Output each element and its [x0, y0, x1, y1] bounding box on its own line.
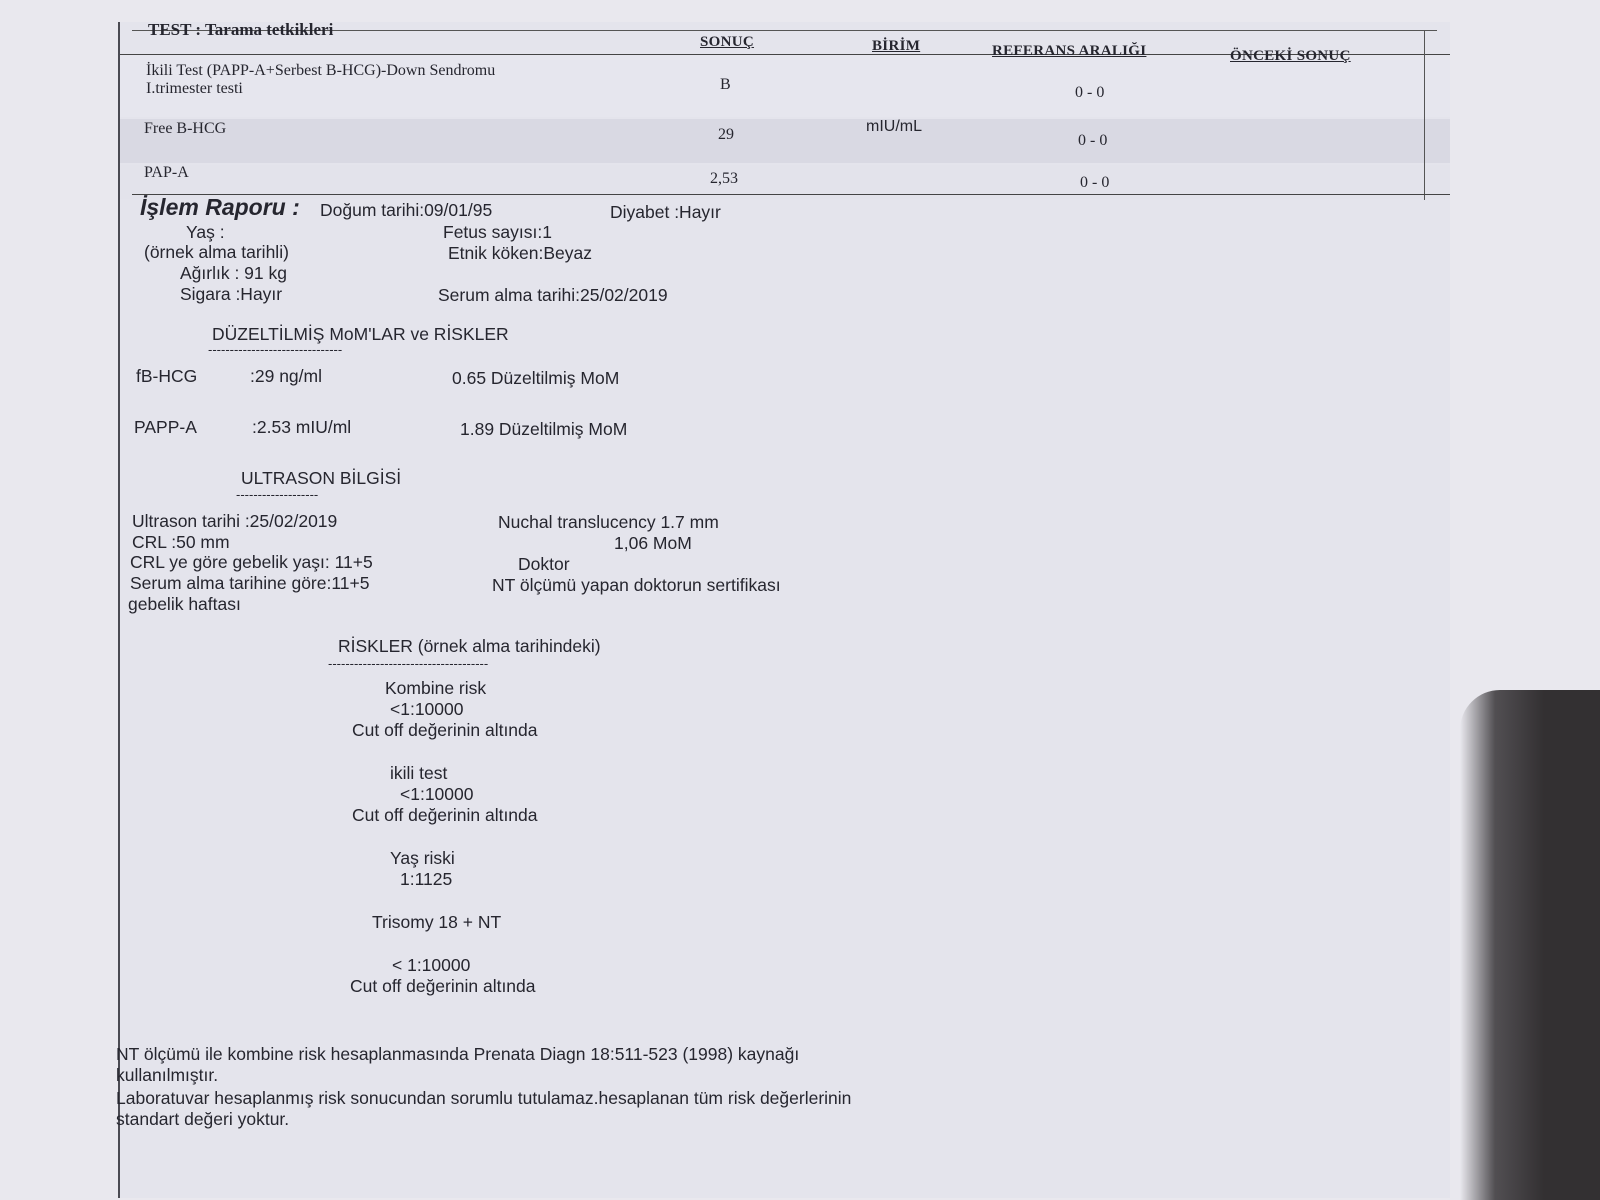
dual-test-value: <1:10000: [400, 784, 474, 804]
age-label: Yaş :: [186, 222, 225, 242]
doctor-certificate: NT ölçümü yapan doktorun sertifikası: [492, 575, 781, 595]
lab-report-page: [118, 22, 1450, 1198]
serum-gestational-age: Serum alma tarihine göre:11+5: [130, 573, 370, 593]
column-header-unit: BİRİM: [872, 38, 921, 54]
age-risk-value: 1:1125: [400, 869, 453, 889]
age-risk-label: Yaş riski: [390, 848, 455, 868]
test-result-fbhcg: 29: [718, 126, 734, 143]
combined-risk-label: Kombine risk: [385, 678, 487, 698]
nuchal-translucency: Nuchal translucency 1.7 mm: [498, 512, 719, 532]
dual-test-note: Cut off değerinin altında: [352, 805, 538, 825]
test-ref-dual: 0 - 0: [1075, 84, 1105, 101]
nt-mom: 1,06 MoM: [614, 533, 692, 553]
column-header-result: SONUÇ: [700, 34, 755, 50]
risks-heading: RİSKLER (örnek alma tarihindeki): [338, 636, 601, 656]
gestational-week-label: gebelik haftası: [128, 594, 241, 614]
doctor-label: Doktor: [518, 554, 570, 574]
dual-test-label: ikili test: [390, 763, 448, 783]
fetus-count: Fetus sayısı:1: [443, 222, 552, 242]
fbhcg-mom: 0.65 Düzeltilmiş MoM: [452, 368, 620, 388]
crl: CRL :50 mm: [132, 532, 230, 552]
test-result-dual: B: [720, 76, 731, 93]
fbhcg-label: fB-HCG: [136, 366, 198, 386]
row-band-2: [120, 119, 1450, 163]
test-ref-papa: 0 - 0: [1080, 174, 1110, 191]
weight: Ağırlık : 91 kg: [180, 263, 287, 283]
test-ref-fbhcg: 0 - 0: [1078, 132, 1108, 149]
combined-risk-value: <1:10000: [390, 699, 464, 719]
shadow-overlay: [1460, 690, 1600, 1200]
ultrasound-date: Ultrason tarihi :25/02/2019: [132, 511, 338, 531]
crl-gestational-age: CRL ye göre gebelik yaşı: 11+5: [130, 552, 373, 572]
footer-line-2: kullanılmıştır.: [116, 1065, 219, 1085]
test-result-papa: 2,53: [710, 170, 738, 187]
test-name-fbhcg: Free B-HCG: [144, 120, 227, 137]
combined-risk-note: Cut off değerinin altında: [352, 720, 538, 740]
papp-mom: 1.89 Düzeltilmiş MoM: [460, 419, 628, 439]
serum-date: Serum alma tarihi:25/02/2019: [438, 285, 668, 305]
risks-heading-underline: -------------------------------------: [328, 656, 489, 671]
column-header-reference: REFERANS ARALIĞI: [992, 43, 1147, 59]
test-section-label: TEST : Tarama tetkikleri: [148, 20, 334, 39]
footer-line-1: NT ölçümü ile kombine risk hesaplanmasında Prenata Diagn 18:511-523 (1998) kaynağı: [116, 1044, 800, 1064]
test-name-dual-line1: İkili Test (PAPP-A+Serbest B-HCG)-Down Sendromu: [146, 62, 496, 79]
trisomy18-value: < 1:10000: [392, 955, 471, 975]
table-right-border: [1424, 30, 1425, 200]
diabetes: Diyabet :Hayır: [610, 202, 721, 222]
fbhcg-value: :29 ng/ml: [250, 366, 322, 386]
mom-heading-underline: -------------------------------: [208, 342, 343, 357]
footer-line-4: standart değeri yoktur.: [116, 1109, 290, 1129]
trisomy18-label: Trisomy 18 + NT: [372, 912, 502, 932]
footer-line-3: Laboratuvar hesaplanmış risk sonucundan sorumlu tutulamaz.hesaplanan tüm risk değerlerinin: [116, 1088, 852, 1108]
section-divider: [132, 194, 1450, 195]
ultrasound-heading: ULTRASON BİLGİSİ: [241, 468, 402, 488]
age-note: (örnek alma tarihli): [144, 242, 289, 262]
report-title: İşlem Raporu :: [140, 194, 300, 220]
test-name-dual-line2: I.trimester testi: [146, 80, 243, 97]
test-unit-fbhcg: mIU/mL: [866, 118, 922, 135]
smoking: Sigara :Hayır: [180, 284, 283, 304]
mom-heading: DÜZELTİLMİŞ MoM'LAR ve RİSKLER: [212, 324, 509, 344]
trisomy18-note: Cut off değerinin altında: [350, 976, 536, 996]
papp-label: PAPP-A: [134, 417, 197, 437]
column-header-previous: ÖNCEKİ SONUÇ: [1230, 48, 1351, 64]
test-name-papa: PAP-A: [144, 164, 189, 181]
ultrasound-heading-underline: -------------------: [236, 487, 319, 502]
papp-value: :2.53 mIU/ml: [252, 417, 352, 437]
birth-date: Doğum tarihi:09/01/95: [320, 200, 493, 220]
ethnic-origin: Etnik köken:Beyaz: [448, 243, 592, 263]
